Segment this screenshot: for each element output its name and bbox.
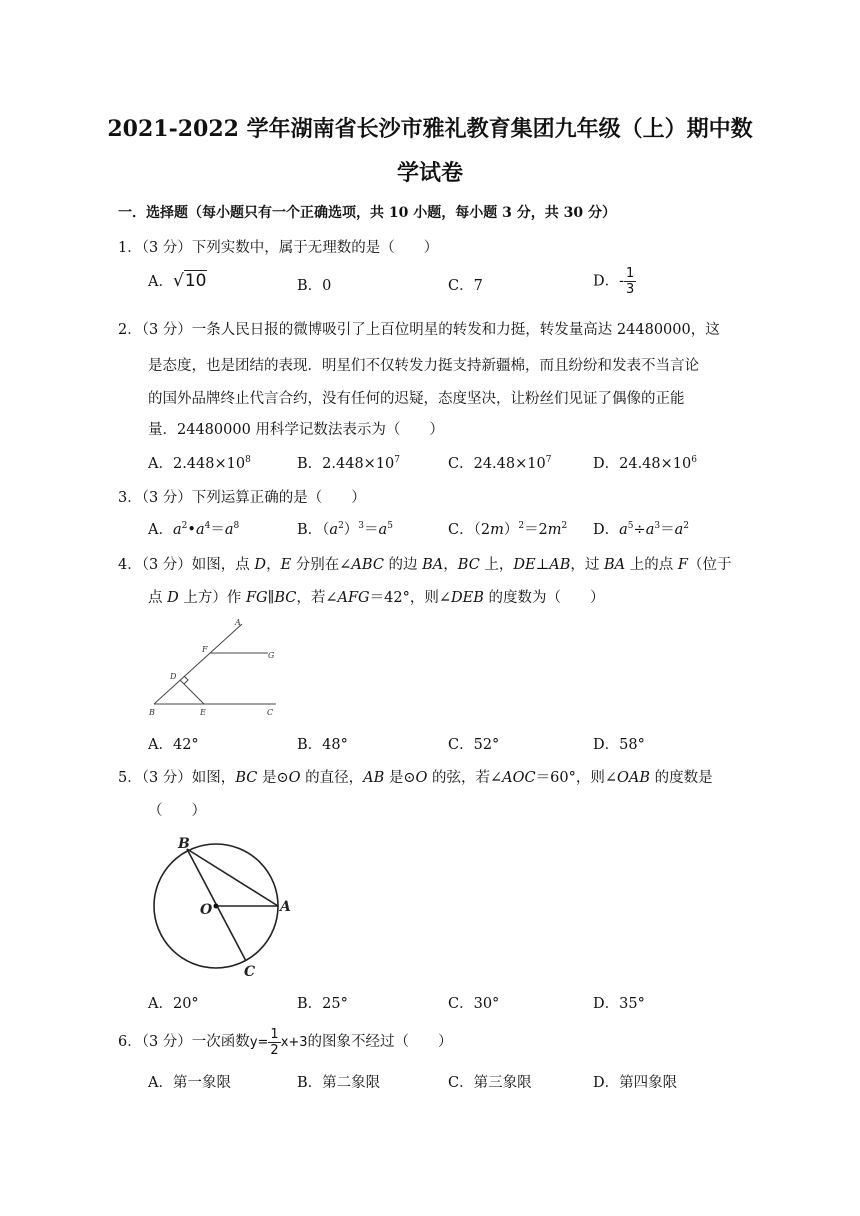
- section-heading-choice: 一．选择题（每小题只有一个正确选项，共 10 小题，每小题 3 分，共 30 分）: [118, 205, 616, 221]
- q5-line2: （ ）: [148, 803, 206, 819]
- q1-option-c: C．7: [448, 278, 483, 294]
- center-point: [214, 904, 219, 909]
- q4-option-a: A．42°: [148, 737, 199, 753]
- label-b: B: [149, 708, 155, 717]
- line-de: [180, 680, 204, 704]
- q5-option-a: A．20°: [148, 996, 199, 1012]
- q4-geometry-figure: [146, 616, 282, 720]
- q1-option-d: D．- $\frac{1}{3}$: [593, 266, 635, 297]
- label-o: O: [200, 902, 213, 918]
- label-d: D: [170, 672, 177, 681]
- q3-option-c: C．$(2m)^2=2m^2$: [448, 521, 568, 538]
- q6-option-d: D．第四象限: [593, 1075, 678, 1091]
- label-g: G: [268, 651, 275, 660]
- label-c: C: [244, 964, 256, 980]
- q1-option-a: A．√10: [148, 271, 207, 291]
- line-ba: [154, 624, 242, 704]
- q2-option-c: C．$24.48\times 10^7$: [448, 455, 552, 472]
- q3-option-b: B．$(a^2)^3=a^5$: [297, 521, 393, 538]
- q4-option-c: C．52°: [448, 737, 500, 753]
- q1-option-b: B．0: [297, 278, 332, 294]
- q6-option-a: A．第一象限: [148, 1075, 231, 1091]
- chord-ab: [187, 849, 278, 906]
- q2-line3: 的国外品牌终止代言合约，没有任何的迟疑，态度坚决，让粉丝们见证了偶像的正能: [148, 391, 685, 407]
- label-e: E: [200, 708, 206, 717]
- q5-option-b: B．25°: [297, 996, 348, 1012]
- label-b: B: [178, 836, 190, 852]
- exam-title-line2: 学试卷: [396, 160, 463, 186]
- q2-option-a: A．$2.448\times 10^8$: [148, 455, 251, 472]
- q3-stem: 3．（3 分）下列运算正确的是（ ）: [118, 490, 366, 506]
- fraction: $\frac{1}{3}$: [626, 266, 635, 297]
- q5-circle-figure: [146, 830, 296, 980]
- q5-option-d: D．35°: [593, 996, 645, 1012]
- q6-option-c: C．第三象限: [448, 1075, 532, 1091]
- q2-line1: 2．（3 分）一条人民日报的微博吸引了上百位明星的转发和力挺，转发量高达 24480000，这: [118, 322, 720, 338]
- q6-stem: 6．（3 分）一次函数y= $\frac{1}{2}$ x+3的图象不经过（ ）: [118, 1027, 453, 1058]
- exam-title-line1: 2021-2022 学年湖南省长沙市雅礼教育集团九年级（上）期中数: [107, 116, 753, 142]
- q5-option-c: C．30°: [448, 996, 500, 1012]
- label-a: A: [235, 618, 241, 627]
- q2-option-d: D．$24.48\times 10^6$: [593, 455, 697, 472]
- q4-line1: 4．（3 分）如图，点 D，E 分别在∠ABC 的边 BA，BC 上，DE⊥AB，过 BA 上的点 F（位于: [118, 557, 732, 573]
- q3-option-d: D．$a^5\div a^3=a^2$: [593, 521, 689, 538]
- label-f: F: [202, 645, 208, 654]
- q4-option-d: D．58°: [593, 737, 645, 753]
- q1-stem: 1．（3 分）下列实数中，属于无理数的是（ ）: [118, 240, 439, 256]
- q4-option-b: B．48°: [297, 737, 348, 753]
- sqrt-symbol: √10: [172, 271, 207, 291]
- right-angle-mark: [184, 676, 188, 684]
- q2-line2: 是态度，也是团结的表现．明星们不仅转发力挺支持新疆棉，而且纷纷和发表不当言论: [148, 358, 699, 374]
- q3-option-a: A．$a^2•a^4=a^8$: [148, 521, 240, 538]
- q2-line4: 量．24480000 用科学记数法表示为（ ）: [148, 422, 444, 438]
- fraction: $\frac{1}{2}$: [270, 1027, 279, 1058]
- label-a: A: [280, 899, 291, 915]
- q5-line1: 5．（3 分）如图，BC 是⊙O 的直径，AB 是⊙O 的弦，若∠AOC＝60°，则∠OAB 的度数是: [118, 770, 713, 786]
- label-c: C: [267, 708, 274, 717]
- q4-line2: 点 D 上方）作 FG∥BC，若∠AFG＝42°，则∠DEB 的度数为（ ）: [148, 590, 605, 606]
- q6-option-b: B．第二象限: [297, 1075, 381, 1091]
- q2-option-b: B．$2.448\times 10^7$: [297, 455, 401, 472]
- linear-function: y= $\frac{1}{2}$ x+3: [249, 1027, 308, 1058]
